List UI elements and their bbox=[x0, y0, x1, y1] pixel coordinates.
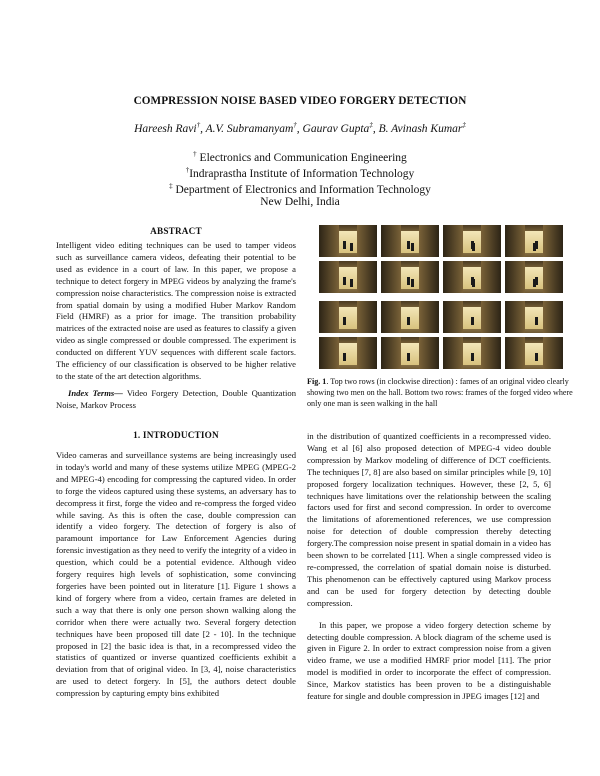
abstract-text: Intelligent video editing techniques can be used to tamper videos such as surveillance camera videos, defeating their potential to be used as evidence in a court of law. In this paper, we propose a technique to detect forgery in MPEG videos by analyzing the frame's compression noise characteristics. The compression noise is extracted from spatial domain by using a modified Huber Markov Random Field (HMRF) as a prior for image. The transition probability matrices of the extracted noise are used as features to classify a given video as single compressed or double compressed. The experiment is conducted on different YUV sequences with different scale factors. The efficiency of our classification is observed to be higher relative to the state of the art detection algorithms. bbox=[56, 240, 296, 381]
video-frame-image bbox=[443, 261, 501, 293]
video-frame-image bbox=[505, 337, 563, 369]
intro-paragraph: Video cameras and surveillance systems are being increasingly used in today's world and many of these systems utilize MPEG (MPEG-2 and MPEG-4) encoding for compressing the captured video. In order to forge the videos captured using these systems, an adversary has to decompress it first, forge the video and re-compress the forged video while saving. As this is often the case, double compression can identify a video forgery. The detection of forgery is also of paramount importance for Law Enforcement Agencies during forensic investigation as they need to verify the integrity of a video in question, which could be a potential evidence. Although video forgery requires high levels of sophistication, some convincing forgeries have been pointed out in literature [1]. Figure 1 shows a kind of forgery where from a video, certain frames are deleted in such a way that there is only one person shown walking along the corridor when there were actually two. Several forgery detection techniques have been proposed till date [2 - 10]. In the technique proposed in [2] the basic idea is that, in a recompressed video the statistics of quantized or inverse quantized coefficients exhibit a deviation from that of original video. In [3, 4], noise characteristics are used to detect forgery. In [5], the authors detect double compression by capturing empty bins exhibited bbox=[56, 450, 296, 699]
abstract-body bbox=[56, 240, 296, 412]
index-terms: Index Terms— Video Forgery Detection, Double Quantization Noise, Markov Process bbox=[56, 387, 296, 410]
affiliation: † Electronics and Communication Engineering bbox=[193, 150, 407, 164]
video-frame-image bbox=[505, 301, 563, 333]
author: Hareesh Ravi bbox=[134, 122, 197, 135]
video-frame-image bbox=[505, 261, 563, 293]
affiliation: ‡ Department of Electronics and Information Technology bbox=[169, 182, 431, 196]
video-frame-image bbox=[381, 337, 439, 369]
figure-1-frames bbox=[319, 225, 564, 373]
video-frame-image bbox=[319, 337, 377, 369]
video-frame-image bbox=[381, 261, 439, 293]
intro-paragraph: in the distribution of quantized coefficients in a recompressed video. Wang et al [6] also proposed detection of MPEG-4 video double compression by Markov modeling of difference of DCT coefficients. The techniques [7, 8] are also based on similar principles while [9, 10] proposed forgery localization techniques. However, these [2, 5, 6] techniques have limitations over the relationship between the scaling factors used for first and second compression. In order to overcome the limitations of aforementioned references, we use compression noise for detection of double compression thereby detecting forgery.The compression noise present in spatial domain in a video has been shown to be correlated [11]. When a single compressed video is re-compressed, the correlation of spatial domain noise is disturbed. This phenomenon can be effectively captured using Markov process and can be used for forgery detection by detecting double compression. bbox=[307, 431, 551, 608]
intro-paragraph: In this paper, we propose a video forgery detection scheme by detecting double compression. A block diagram of the scheme used is given in Figure 2. In order to extract compression noise from a given video frame, we use a modified HMRF prior model [11]. The prior model is modified in order to incorporate the effect of compression. Since, Markov statistics has been proven to be a distinguishable feature for single and double compression in JPEG images [12] and bbox=[307, 619, 551, 702]
author: A.V. Subramanyam bbox=[205, 122, 294, 135]
intro-col-left bbox=[56, 450, 296, 700]
video-frame-image bbox=[381, 301, 439, 333]
video-frame-image bbox=[319, 301, 377, 333]
intro-col-right bbox=[307, 431, 551, 703]
abstract-heading: ABSTRACT bbox=[150, 226, 202, 236]
video-frame-image bbox=[319, 225, 377, 257]
author: Gaurav Gupta bbox=[302, 122, 370, 135]
author: B. Avinash Kumar bbox=[378, 122, 463, 135]
paper-title: COMPRESSION NOISE BASED VIDEO FORGERY DETECTION bbox=[133, 95, 467, 107]
video-frame-image bbox=[381, 225, 439, 257]
intro-heading: 1. INTRODUCTION bbox=[133, 430, 219, 440]
video-frame-image bbox=[443, 225, 501, 257]
figure-caption: Fig. 1. Top two rows (in clockwise direction) : fames of an original video clearly showing two men on the hall. Bottom two rows: frames of the forged video where only one man is seen walking in the hall bbox=[307, 377, 573, 408]
video-frame-image bbox=[319, 261, 377, 293]
video-frame-image bbox=[443, 337, 501, 369]
affiliation: New Delhi, India bbox=[260, 196, 340, 208]
author-list: Hareesh Ravi†, A.V. Subramanyam†, Gaurav Gupta‡, B. Avinash Kumar‡ bbox=[134, 121, 466, 135]
affiliation: †Indraprastha Institute of Information Technology bbox=[185, 166, 415, 180]
video-frame-image bbox=[505, 225, 563, 257]
video-frame-image bbox=[443, 301, 501, 333]
